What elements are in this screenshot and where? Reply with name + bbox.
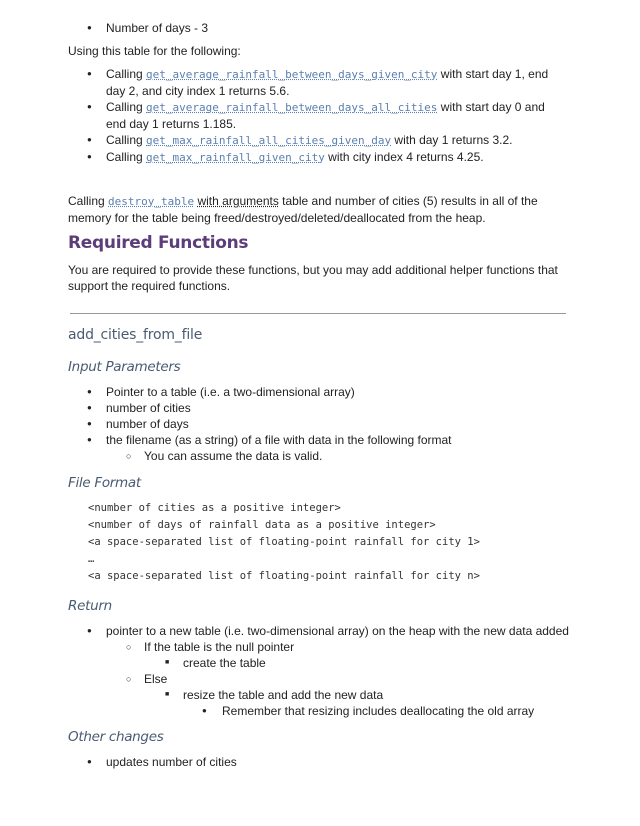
subheading-input-parameters: Input Parameters xyxy=(68,359,181,375)
sub-sub-list-item: ■ create the table xyxy=(68,655,588,671)
function-link[interactable]: get_max_rainfall_given_city xyxy=(146,151,325,164)
sub-list-item: ○ Else xyxy=(68,671,588,687)
list-item: ● number of days xyxy=(68,416,568,432)
subheading-other-changes: Other changes xyxy=(68,729,164,745)
destroy-paragraph: Calling destroy_table with arguments table and number of cities (5) results in all of the memory for the table being freed/destroyed/deleted/deallocated from the heap. xyxy=(68,194,538,225)
intro-text: Using this table for the following: xyxy=(68,44,241,58)
examples-list xyxy=(68,66,568,166)
sub-sub-list-item: ■ resize the table and add the new data xyxy=(68,687,588,703)
code-line: <number of days of rainfall data as a positive integer> xyxy=(88,519,436,531)
sub-sub-sub-list-item: ● Remember that resizing includes deallocating the old array xyxy=(68,703,588,719)
code-line: <number of cities as a positive integer> xyxy=(88,502,341,514)
subheading-return: Return xyxy=(68,598,112,614)
section-heading: Required Functions xyxy=(68,233,249,253)
function-link[interactable]: get_average_rainfall_between_days_all_cities xyxy=(146,101,438,114)
example-item: ● Calling get_average_rainfall_between_days_all_cities with start day 0 and end day 1 returns 1.185. xyxy=(68,99,568,132)
code-line: <a space-separated list of floating-point rainfall for city 1> xyxy=(88,536,480,548)
example-item: ● Calling get_max_rainfall_all_cities_given_day with day 1 returns 3.2. xyxy=(68,132,568,149)
list-item: ● updates number of cities xyxy=(68,754,568,770)
function-heading: add_cities_from_file xyxy=(68,327,203,343)
sub-list-item: ○ If the table is the null pointer xyxy=(68,639,588,655)
sub-list-item: ○ You can assume the data is valid. xyxy=(68,448,568,464)
function-link[interactable]: destroy_table xyxy=(108,195,195,208)
subheading-file-format: File Format xyxy=(68,475,141,491)
file-format-code xyxy=(88,500,480,585)
top-list xyxy=(68,20,568,36)
function-link[interactable]: get_max_rainfall_all_cities_given_day xyxy=(146,134,392,147)
comment-highlight: with arguments xyxy=(197,194,279,208)
return-list xyxy=(68,623,588,719)
input-list xyxy=(68,384,568,464)
other-list xyxy=(68,754,568,770)
horizontal-rule xyxy=(70,313,566,314)
code-line: <a space-separated list of floating-point rainfall for city n> xyxy=(88,570,480,582)
example-item: ● Calling get_average_rainfall_between_days_given_city with start day 1, end day 2, and city index 1 returns 5.6. xyxy=(68,66,568,99)
example-item: ● Calling get_max_rainfall_given_city with city index 4 returns 4.25. xyxy=(68,149,568,166)
required-text: You are required to provide these functions, but you may add additional helper functions that support the required functions. xyxy=(68,263,558,293)
list-item: ● the filename (as a string) of a file with data in the following format xyxy=(68,432,568,448)
list-item: ● number of cities xyxy=(68,400,568,416)
function-link[interactable]: get_average_rainfall_between_days_given_city xyxy=(146,68,438,81)
list-item: ● pointer to a new table (i.e. two-dimensional array) on the heap with the new data added xyxy=(68,623,588,639)
list-item: ● Pointer to a table (i.e. a two-dimensional array) xyxy=(68,384,568,400)
code-line: … xyxy=(88,553,95,565)
list-item: ● Number of days - 3 xyxy=(68,20,568,36)
